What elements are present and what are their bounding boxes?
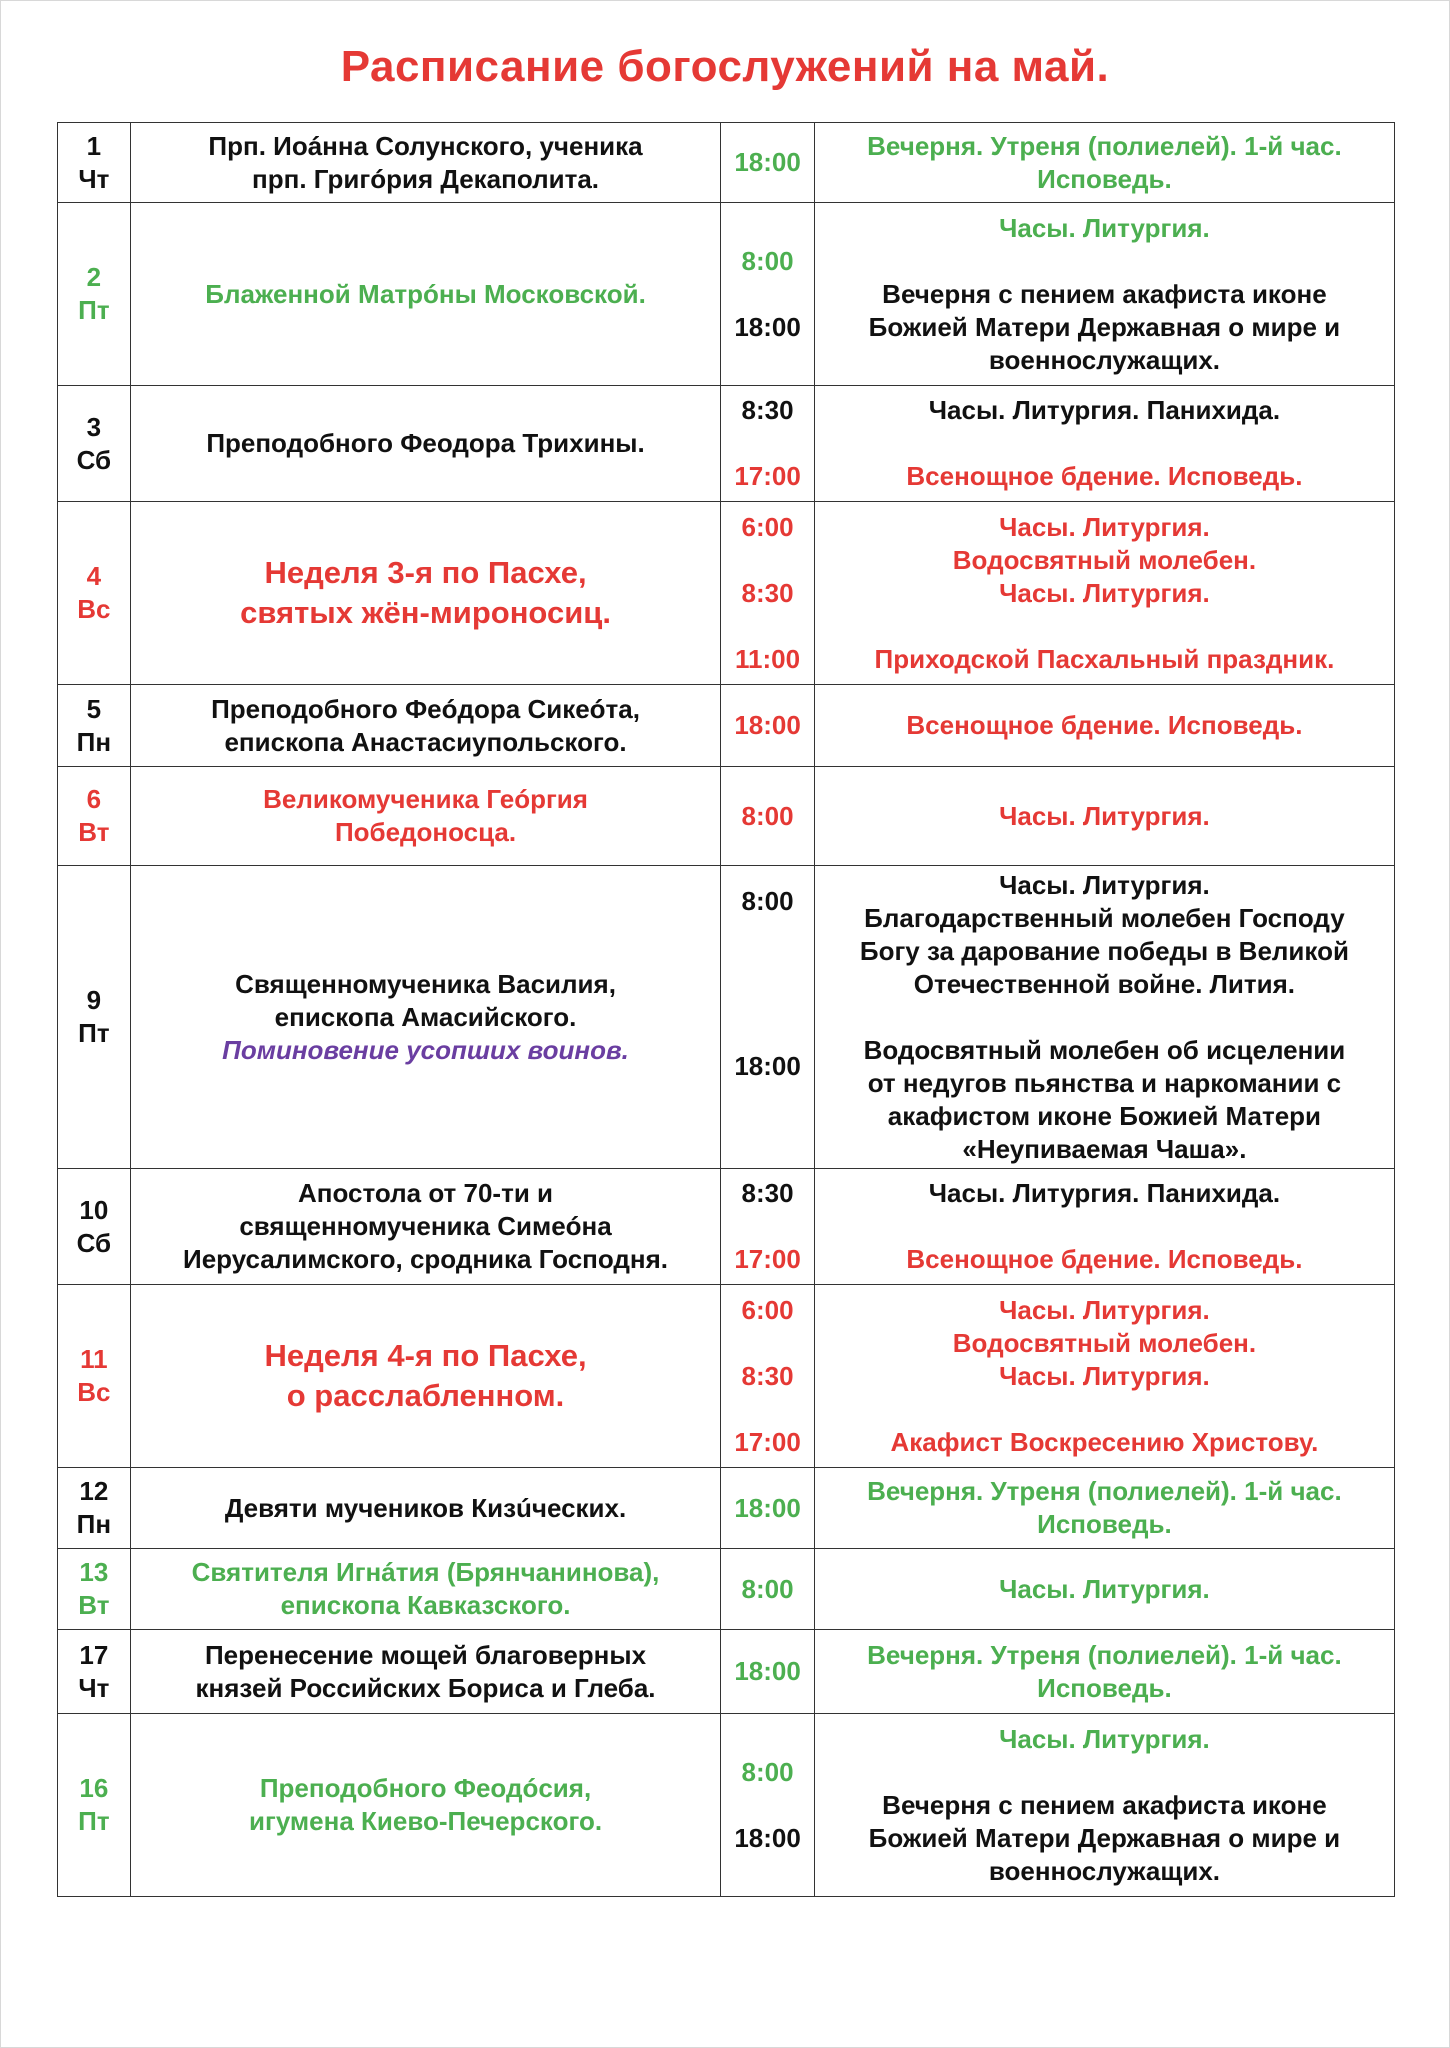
service-line: Всенощное бдение. Исповедь. xyxy=(906,1244,1303,1274)
time-spacer xyxy=(727,1017,808,1050)
commemoration-line: игумена Киево-Печерского. xyxy=(249,1806,603,1836)
services-cell xyxy=(814,502,1394,685)
schedule-row xyxy=(58,685,1395,767)
weekday: Сб xyxy=(76,444,112,475)
time-cell xyxy=(721,123,815,203)
commemoration-line: Преподобного Феодóсия, xyxy=(259,1773,592,1803)
commemoration-line: епископа Анастасиупольского. xyxy=(224,726,627,757)
service-time: 8:00 xyxy=(741,800,794,831)
commemoration-line: Девяти мучеников Кизúческих. xyxy=(224,1492,627,1523)
day-cell xyxy=(58,203,131,386)
weekday: Пт xyxy=(78,1806,110,1836)
commemoration-cell xyxy=(130,866,721,1169)
service-time: 18:00 xyxy=(734,1492,801,1523)
commemoration-line: Иерусалимского, сродника Господня. xyxy=(183,1244,669,1274)
time-spacer xyxy=(727,984,808,1017)
service-line: Отечественной войне. Лития. xyxy=(913,968,1296,999)
commemoration-line: Блаженной Матрóны Московской. xyxy=(205,278,646,309)
service-line: Вечерня. Утреня (полиелей). 1-й час. xyxy=(867,130,1342,161)
time-cell xyxy=(721,1549,815,1630)
commemoration-line: Апостола от 70-ти и xyxy=(298,1178,554,1208)
schedule-row xyxy=(58,1714,1395,1897)
service-time: 18:00 xyxy=(734,710,801,740)
time-spacer xyxy=(727,1327,808,1360)
service-time: 8:30 xyxy=(741,395,794,425)
service-time: 17:00 xyxy=(734,1426,801,1457)
schedule-body xyxy=(58,123,1395,1897)
service-line: Часы. Литургия. xyxy=(999,577,1210,608)
service-line: Часы. Литургия. xyxy=(999,1360,1210,1391)
schedule-row xyxy=(58,1630,1395,1714)
day-cell xyxy=(58,1714,131,1897)
day-number: 1 xyxy=(86,130,102,161)
day-number: 6 xyxy=(86,784,102,814)
weekday: Сб xyxy=(76,1227,112,1258)
commemoration-line: Неделя 3-я по Пасхе, xyxy=(264,555,587,590)
time-spacer xyxy=(727,278,808,311)
service-spacer xyxy=(821,610,1388,643)
day-number: 11 xyxy=(80,1344,108,1374)
schedule-row xyxy=(58,123,1395,203)
schedule-row xyxy=(58,1285,1395,1468)
service-spacer xyxy=(821,245,1388,278)
time-cell xyxy=(721,1714,815,1897)
schedule-table xyxy=(57,122,1395,1897)
weekday: Вс xyxy=(77,594,111,624)
commemoration-cell xyxy=(130,386,721,502)
weekday: Чт xyxy=(78,1672,110,1703)
service-spacer xyxy=(821,1210,1388,1243)
day-cell xyxy=(58,1549,131,1630)
time-spacer xyxy=(727,427,808,460)
service-line: Часы. Литургия. xyxy=(999,511,1210,542)
service-time: 17:00 xyxy=(734,461,801,491)
time-spacer xyxy=(727,1210,808,1243)
service-time: 8:00 xyxy=(741,886,794,916)
commemoration-line: Прп. Иоáнна Солунского, ученика xyxy=(208,130,643,161)
service-line: Исповедь. xyxy=(1037,163,1172,194)
service-time: 11:00 xyxy=(735,643,801,674)
time-cell xyxy=(721,386,815,502)
time-cell xyxy=(721,1630,815,1714)
service-time: 6:00 xyxy=(741,1294,794,1325)
commemoration-line: Победоносца. xyxy=(334,817,517,847)
commemoration-line: Неделя 4-я по Пасхе, xyxy=(264,1338,587,1373)
service-line: Исповедь. xyxy=(1037,1672,1172,1703)
day-number: 4 xyxy=(86,561,102,591)
weekday: Вт xyxy=(78,1590,110,1620)
commemoration-line: епископа Амасийского. xyxy=(274,1001,577,1032)
time-cell xyxy=(721,685,815,767)
service-line: Часы. Литургия. xyxy=(999,1723,1210,1754)
commemoration-line: Перенесение мощей благоверных xyxy=(204,1639,647,1670)
time-cell xyxy=(721,1285,815,1468)
time-spacer xyxy=(727,1116,808,1149)
commemoration-line: Поминовение усопших воинов. xyxy=(222,1034,629,1065)
service-time: 8:30 xyxy=(741,1178,794,1208)
commemoration-cell xyxy=(130,1285,721,1468)
day-number: 12 xyxy=(79,1476,109,1506)
page-title: Расписание богослужений на май. xyxy=(340,42,1110,91)
commemoration-line: Священномученика Василия, xyxy=(235,968,616,999)
time-spacer xyxy=(727,544,808,577)
service-line: военнослужащих. xyxy=(988,344,1220,375)
service-line: Водосвятный молебен. xyxy=(952,544,1257,575)
service-time: 8:30 xyxy=(741,577,794,608)
services-cell xyxy=(814,203,1394,386)
service-line: Часы. Литургия. Панихида. xyxy=(928,395,1281,425)
services-cell xyxy=(814,866,1394,1169)
time-spacer xyxy=(727,918,808,951)
service-time: 8:00 xyxy=(741,1573,794,1604)
commemoration-cell xyxy=(130,1169,721,1285)
day-cell xyxy=(58,123,131,203)
commemoration-cell xyxy=(130,1714,721,1897)
weekday: Пт xyxy=(78,295,110,325)
service-line: Часы. Литургия. Панихида. xyxy=(928,1178,1281,1208)
day-number: 9 xyxy=(86,985,102,1015)
time-cell xyxy=(721,1468,815,1549)
schedule-row xyxy=(58,1468,1395,1549)
day-cell xyxy=(58,1468,131,1549)
commemoration-line: прп. Григóрия Декаполита. xyxy=(252,163,599,194)
service-spacer xyxy=(821,1756,1388,1789)
weekday: Пт xyxy=(78,1018,110,1048)
service-line: Часы. Литургия. xyxy=(999,869,1210,900)
service-time: 6:00 xyxy=(741,511,794,542)
service-spacer xyxy=(821,1001,1388,1034)
commemoration-line: о расслабленном. xyxy=(286,1378,565,1413)
service-line: Богу за дарование победы в Великой xyxy=(859,935,1349,966)
time-spacer xyxy=(727,951,808,984)
day-number: 5 xyxy=(86,693,102,724)
commemoration-cell xyxy=(130,502,721,685)
service-line: Божией Матери Державная о мире и xyxy=(868,1822,1341,1853)
day-cell xyxy=(58,386,131,502)
weekday: Вт xyxy=(78,817,110,847)
schedule-row xyxy=(58,866,1395,1169)
commemoration-cell xyxy=(130,1549,721,1630)
day-cell xyxy=(58,866,131,1169)
schedule-row xyxy=(58,386,1395,502)
time-cell xyxy=(721,767,815,866)
services-cell xyxy=(814,1630,1394,1714)
service-line: Вечерня с пением акафиста иконе xyxy=(882,1789,1327,1820)
commemoration-line: Святителя Игнáтия (Брянчанинова), xyxy=(191,1557,660,1587)
commemoration-line: святых жён-мироносиц. xyxy=(240,595,611,630)
commemoration-cell xyxy=(130,123,721,203)
service-line: Часы. Литургия. xyxy=(999,1573,1210,1604)
commemoration-line: священномученика Симеóна xyxy=(239,1211,612,1241)
time-spacer xyxy=(727,1393,808,1426)
schedule-row xyxy=(58,767,1395,866)
time-spacer xyxy=(727,1083,808,1116)
service-time: 8:00 xyxy=(741,245,794,276)
service-line: Всенощное бдение. Исповедь. xyxy=(906,710,1303,740)
services-cell xyxy=(814,386,1394,502)
day-number: 16 xyxy=(79,1773,109,1803)
schedule-row xyxy=(58,1169,1395,1285)
service-line: Акафист Воскресению Христову. xyxy=(890,1426,1319,1457)
time-cell xyxy=(721,203,815,386)
commemoration-cell xyxy=(130,1468,721,1549)
schedule-row xyxy=(58,1549,1395,1630)
schedule-row xyxy=(58,502,1395,685)
time-spacer xyxy=(727,610,808,643)
services-cell xyxy=(814,123,1394,203)
day-cell xyxy=(58,1630,131,1714)
day-number: 3 xyxy=(86,411,102,442)
service-line: военнослужащих. xyxy=(988,1855,1220,1886)
service-line: Приходской Пасхальный праздник. xyxy=(874,643,1335,674)
service-line: Водосвятный молебен. xyxy=(952,1327,1257,1358)
service-spacer xyxy=(821,427,1388,460)
service-line: Часы. Литургия. xyxy=(999,1294,1210,1325)
weekday: Вс xyxy=(77,1377,111,1407)
service-time: 18:00 xyxy=(734,1822,801,1853)
services-cell xyxy=(814,685,1394,767)
schedule-row xyxy=(58,203,1395,386)
commemoration-line: Великомученика Геóргия xyxy=(263,784,588,814)
service-time: 8:00 xyxy=(741,1756,794,1787)
day-cell xyxy=(58,502,131,685)
services-cell xyxy=(814,1169,1394,1285)
services-cell xyxy=(814,1549,1394,1630)
commemoration-line: Преподобного Феóдора Сикеóта, xyxy=(211,693,640,724)
service-time: 8:30 xyxy=(741,1360,794,1391)
service-line: от недугов пьянства и наркомании с xyxy=(867,1067,1342,1098)
service-line: Водосвятный молебен об исцелении xyxy=(863,1034,1346,1065)
commemoration-line: князей Российских Бориса и Глеба. xyxy=(195,1672,656,1703)
weekday: Чт xyxy=(78,163,110,194)
day-cell xyxy=(58,685,131,767)
service-line: Божией Матери Державная о мире и xyxy=(868,311,1341,342)
time-cell xyxy=(721,866,815,1169)
commemoration-cell xyxy=(130,203,721,386)
services-cell xyxy=(814,767,1394,866)
services-cell xyxy=(814,1285,1394,1468)
weekday: Пн xyxy=(76,1509,112,1539)
time-spacer xyxy=(727,1789,808,1822)
service-line: Всенощное бдение. Исповедь. xyxy=(906,461,1303,491)
service-line: Исповедь. xyxy=(1037,1509,1172,1539)
day-cell xyxy=(58,1285,131,1468)
commemoration-line: Преподобного Феодора Трихины. xyxy=(206,428,645,458)
service-line: Вечерня с пением акафиста иконе xyxy=(882,278,1327,309)
services-cell xyxy=(814,1468,1394,1549)
service-time: 18:00 xyxy=(734,147,801,177)
service-line: Часы. Литургия. xyxy=(999,800,1210,831)
service-line: Вечерня. Утреня (полиелей). 1-й час. xyxy=(867,1639,1342,1670)
service-time: 17:00 xyxy=(734,1244,801,1274)
commemoration-cell xyxy=(130,685,721,767)
day-cell xyxy=(58,1169,131,1285)
day-number: 10 xyxy=(79,1194,109,1225)
service-line: «Неупиваемая Чаша». xyxy=(962,1133,1247,1164)
day-number: 2 xyxy=(86,262,102,292)
service-time: 18:00 xyxy=(734,1656,801,1686)
weekday: Пн xyxy=(76,726,112,757)
service-line: Вечерня. Утреня (полиелей). 1-й час. xyxy=(867,1476,1342,1506)
service-line: Часы. Литургия. xyxy=(999,212,1210,243)
service-time: 18:00 xyxy=(734,1051,801,1081)
services-cell xyxy=(814,1714,1394,1897)
service-line: акафистом иконе Божией Матери xyxy=(887,1100,1322,1131)
service-time: 18:00 xyxy=(734,311,801,342)
time-cell xyxy=(721,1169,815,1285)
time-cell xyxy=(721,502,815,685)
service-line: Благодарственный молебен Господу xyxy=(864,902,1345,933)
commemoration-line: епископа Кавказского. xyxy=(280,1590,571,1620)
day-number: 13 xyxy=(79,1557,109,1587)
day-number: 17 xyxy=(79,1639,109,1670)
commemoration-cell xyxy=(130,767,721,866)
service-spacer xyxy=(821,1393,1388,1426)
commemoration-cell xyxy=(130,1630,721,1714)
day-cell xyxy=(58,767,131,866)
